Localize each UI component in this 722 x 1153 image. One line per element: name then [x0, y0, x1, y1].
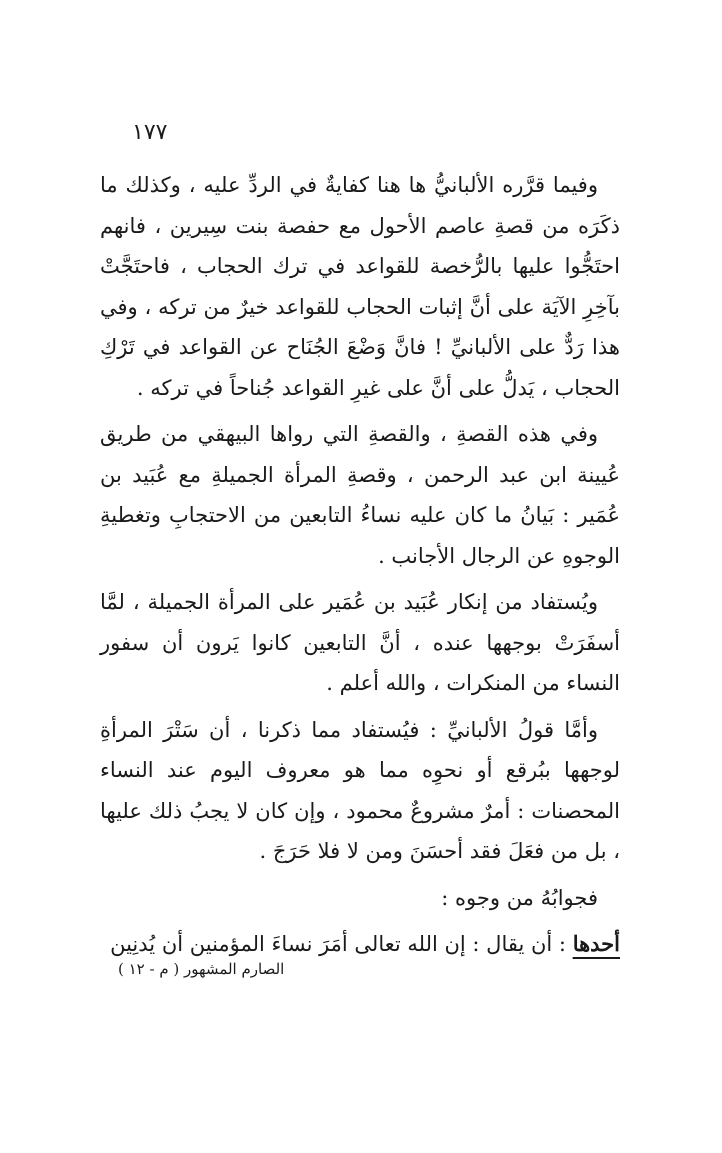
page-number: ١٧٧	[132, 120, 168, 145]
paragraph-4: وأمَّا قولُ الألبانيِّ : فيُستفاد مما ذكرنا ، أن سَتْرَ المرأةِ لوجهها ببُرقع أو نحوِه مما هو معروف اليوم عند النساء المحصنات : أمرٌ مشروعٌ محمود ، وإن كان لا يجبُ ذلك عليها ، بل من فعَلَ فقد أحسَنَ ومن لا فلا حَرَجَ .	[100, 717, 620, 863]
first-point	[100, 924, 620, 965]
paragraph-1: وفيما قرَّره الألبانيُّ ها هنا كفايةٌ في الردِّ عليه ، وكذلك ما ذكَرَه من قصةِ عاصم الأحول مع حفصة بنت سِيرين ، فانهم احتَجُّوا عليها بالرُّخصة للقواعد في ترك الحجاب ، فاحتَجَّتْ بآخِرِ الآيَة على أنَّ إثبات الحجاب للقواعد خيرٌ من تركه ، وفي هذا رَدٌّ على الألبانيِّ ! فانَّ وَضْعَ الجُنَاح عن القواعد في تَرْكِ الحجاب ، يَدلُّ على أنَّ على غيرِ القواعد جُناحاً في تركه .	[100, 173, 620, 400]
paragraph-3: ويُستفاد من إنكار عُبَيد بن عُمَير على المرأة الجميلة ، لمَّا أسفَرَتْ بوجهها عنده ، أنَّ التابعين كانوا يَرون أن سفور النساء من المنكرات ، والله أعلم .	[100, 590, 620, 695]
answer-intro: فجوابُهُ من وجوه :	[441, 885, 598, 910]
first-point-label: أحدها	[572, 931, 620, 956]
paragraph-2: وفي هذه القصةِ ، والقصةِ التي رواها البيهقي من طريق عُيينة ابن عبد الرحمن ، وقصةِ المرأة الجميلةِ مع عُبَيد بن عُمَير : بَيانُ ما كان عليه نساءُ التابعين من الاحتجابِ وتغطيةِ الوجوهِ عن الرجال الأجانب .	[100, 422, 620, 568]
first-point-text: : أن يقال : إن الله تعالى أمَرَ نساءَ المؤمنين أن يُدنِين	[110, 932, 566, 956]
body-text	[100, 165, 620, 971]
footer-signature: الصارم المشهور ( م - ١٢ )	[118, 960, 285, 978]
